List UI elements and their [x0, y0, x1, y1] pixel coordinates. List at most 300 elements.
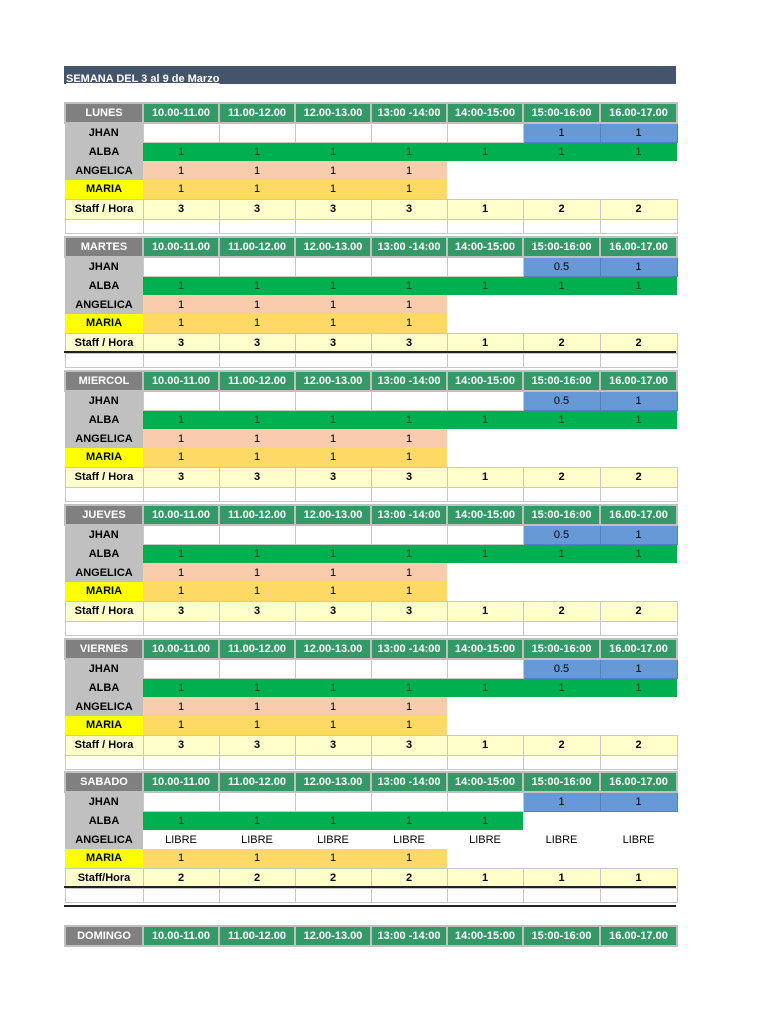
cell-maria[interactable]: 1 — [295, 582, 371, 601]
staff-count[interactable]: 3 — [219, 467, 295, 487]
cell-angelica[interactable] — [600, 161, 677, 180]
staff-count[interactable]: 1 — [447, 735, 523, 755]
cell-alba[interactable] — [523, 811, 600, 830]
cell-jhan[interactable] — [295, 391, 371, 410]
cell-angelica[interactable]: 1 — [219, 563, 295, 582]
cell-angelica[interactable] — [447, 429, 523, 448]
name-label-angelica[interactable]: ANGELICA — [65, 429, 143, 448]
cell-maria[interactable] — [447, 314, 523, 333]
cell-angelica[interactable]: 1 — [295, 429, 371, 448]
hour-header[interactable]: 15:00-16:00 — [523, 926, 600, 946]
cell-maria[interactable]: 1 — [219, 314, 295, 333]
staff-count[interactable]: 2 — [523, 199, 600, 219]
name-label-angelica[interactable]: ANGELICA — [65, 161, 143, 180]
name-label-jhan[interactable]: JHAN — [65, 659, 143, 678]
cell-maria[interactable]: 1 — [371, 448, 447, 467]
cell-jhan[interactable] — [143, 525, 219, 544]
cell-alba[interactable]: 1 — [219, 811, 295, 830]
spacer-cell[interactable] — [295, 888, 371, 902]
cell-jhan[interactable]: 1 — [523, 792, 600, 811]
staff-count[interactable]: 2 — [600, 333, 677, 353]
cell-jhan[interactable]: 1 — [600, 659, 677, 678]
cell-jhan[interactable] — [447, 123, 523, 142]
spacer-cell[interactable] — [447, 755, 523, 769]
cell-angelica[interactable]: 1 — [371, 295, 447, 314]
staff-count[interactable]: 2 — [600, 735, 677, 755]
staff-count[interactable]: 3 — [143, 333, 219, 353]
cell-jhan[interactable] — [295, 525, 371, 544]
cell-alba[interactable]: 1 — [295, 276, 371, 295]
spacer-cell[interactable] — [447, 888, 523, 902]
cell-jhan[interactable]: 1 — [600, 525, 677, 544]
cell-maria[interactable]: 1 — [371, 180, 447, 199]
day-label-jueves[interactable]: JUEVES — [65, 505, 143, 525]
hour-header[interactable]: 13:00 -14:00 — [371, 371, 447, 391]
name-label-maria[interactable]: MARIA — [65, 582, 143, 601]
cell-jhan[interactable] — [371, 123, 447, 142]
cell-alba[interactable]: 1 — [523, 142, 600, 161]
hour-header[interactable]: 12.00-13.00 — [295, 237, 371, 257]
hour-header[interactable]: 12.00-13.00 — [295, 926, 371, 946]
hour-header[interactable]: 11.00-12.00 — [219, 772, 295, 792]
spacer-cell[interactable] — [295, 755, 371, 769]
name-label-jhan[interactable]: JHAN — [65, 391, 143, 410]
cell-maria[interactable]: 1 — [219, 448, 295, 467]
staff-count[interactable]: 3 — [143, 199, 219, 219]
hour-header[interactable]: 10.00-11.00 — [143, 371, 219, 391]
cell-maria[interactable] — [600, 582, 677, 601]
staff-hora-label[interactable]: Staff / Hora — [65, 199, 143, 219]
spacer-cell[interactable] — [65, 219, 143, 233]
cell-alba[interactable]: 1 — [371, 811, 447, 830]
spacer-cell[interactable] — [447, 353, 523, 367]
cell-alba[interactable]: 1 — [371, 544, 447, 563]
spacer-cell[interactable] — [219, 219, 295, 233]
cell-alba[interactable]: 1 — [219, 142, 295, 161]
staff-count[interactable]: 3 — [219, 601, 295, 621]
cell-maria[interactable] — [447, 180, 523, 199]
hour-header[interactable]: 12.00-13.00 — [295, 103, 371, 123]
spacer-cell[interactable] — [523, 353, 600, 367]
day-label-miercol[interactable]: MIERCOL — [65, 371, 143, 391]
cell-maria[interactable] — [523, 716, 600, 735]
hour-header[interactable]: 15:00-16:00 — [523, 772, 600, 792]
spacer-cell[interactable] — [447, 219, 523, 233]
staff-count[interactable]: 3 — [219, 333, 295, 353]
cell-jhan[interactable] — [447, 659, 523, 678]
cell-jhan[interactable]: 1 — [600, 391, 677, 410]
cell-maria[interactable] — [523, 849, 600, 868]
cell-maria[interactable] — [447, 582, 523, 601]
day-label-domingo[interactable]: DOMINGO — [65, 926, 143, 946]
cell-maria[interactable]: 1 — [143, 180, 219, 199]
hour-header[interactable]: 11.00-12.00 — [219, 639, 295, 659]
spacer-cell[interactable] — [523, 888, 600, 902]
spacer-cell[interactable] — [600, 487, 677, 501]
cell-jhan[interactable] — [219, 257, 295, 276]
cell-jhan[interactable] — [219, 525, 295, 544]
spacer-cell[interactable] — [219, 888, 295, 902]
staff-hora-label[interactable]: Staff / Hora — [65, 601, 143, 621]
hour-header[interactable]: 11.00-12.00 — [219, 926, 295, 946]
staff-count[interactable]: 1 — [447, 601, 523, 621]
hour-header[interactable]: 16.00-17.00 — [600, 505, 677, 525]
hour-header[interactable]: 13:00 -14:00 — [371, 639, 447, 659]
cell-angelica[interactable] — [600, 563, 677, 582]
cell-jhan[interactable] — [371, 525, 447, 544]
hour-header[interactable]: 11.00-12.00 — [219, 237, 295, 257]
cell-alba[interactable]: 1 — [447, 276, 523, 295]
staff-hora-label[interactable]: Staff / Hora — [65, 467, 143, 487]
cell-alba[interactable]: 1 — [219, 410, 295, 429]
name-label-jhan[interactable]: JHAN — [65, 257, 143, 276]
spacer-cell[interactable] — [523, 755, 600, 769]
name-label-alba[interactable]: ALBA — [65, 410, 143, 429]
cell-angelica[interactable] — [447, 563, 523, 582]
cell-maria[interactable]: 1 — [143, 448, 219, 467]
day-label-viernes[interactable]: VIERNES — [65, 639, 143, 659]
cell-jhan[interactable] — [143, 257, 219, 276]
cell-maria[interactable] — [447, 448, 523, 467]
spacer-cell[interactable] — [600, 219, 677, 233]
cell-maria[interactable]: 1 — [295, 314, 371, 333]
cell-angelica[interactable] — [523, 563, 600, 582]
cell-angelica[interactable] — [600, 295, 677, 314]
name-label-maria[interactable]: MARIA — [65, 448, 143, 467]
spacer-cell[interactable] — [295, 621, 371, 635]
hour-header[interactable]: 11.00-12.00 — [219, 371, 295, 391]
spacer-cell[interactable] — [371, 888, 447, 902]
spacer-cell[interactable] — [65, 487, 143, 501]
hour-header[interactable]: 10.00-11.00 — [143, 103, 219, 123]
spacer-cell[interactable] — [447, 621, 523, 635]
hour-header[interactable]: 15:00-16:00 — [523, 103, 600, 123]
cell-angelica[interactable]: 1 — [371, 429, 447, 448]
cell-angelica[interactable]: 1 — [371, 563, 447, 582]
cell-maria[interactable] — [523, 582, 600, 601]
staff-count[interactable]: 2 — [600, 467, 677, 487]
name-label-alba[interactable]: ALBA — [65, 276, 143, 295]
spacer-cell[interactable] — [447, 487, 523, 501]
staff-count[interactable]: 1 — [447, 333, 523, 353]
staff-count[interactable]: 3 — [371, 199, 447, 219]
hour-header[interactable]: 13:00 -14:00 — [371, 772, 447, 792]
name-label-alba[interactable]: ALBA — [65, 678, 143, 697]
cell-maria[interactable] — [447, 849, 523, 868]
cell-alba[interactable]: 1 — [447, 142, 523, 161]
hour-header[interactable]: 16.00-17.00 — [600, 772, 677, 792]
cell-maria[interactable] — [447, 716, 523, 735]
cell-angelica[interactable]: LIBRE — [523, 830, 600, 849]
hour-header[interactable]: 14:00-15:00 — [447, 237, 523, 257]
cell-angelica[interactable] — [523, 161, 600, 180]
hour-header[interactable]: 10.00-11.00 — [143, 505, 219, 525]
cell-maria[interactable]: 1 — [143, 582, 219, 601]
staff-count[interactable]: 2 — [219, 868, 295, 888]
hour-header[interactable]: 12.00-13.00 — [295, 639, 371, 659]
day-label-sabado[interactable]: SABADO — [65, 772, 143, 792]
cell-jhan[interactable] — [447, 391, 523, 410]
cell-alba[interactable]: 1 — [143, 678, 219, 697]
cell-angelica[interactable]: 1 — [219, 295, 295, 314]
spacer-cell[interactable] — [600, 755, 677, 769]
name-label-angelica[interactable]: ANGELICA — [65, 563, 143, 582]
cell-jhan[interactable] — [295, 792, 371, 811]
cell-jhan[interactable] — [219, 792, 295, 811]
cell-maria[interactable]: 1 — [295, 716, 371, 735]
cell-alba[interactable]: 1 — [447, 811, 523, 830]
hour-header[interactable]: 13:00 -14:00 — [371, 237, 447, 257]
cell-angelica[interactable]: 1 — [143, 429, 219, 448]
cell-alba[interactable]: 1 — [295, 544, 371, 563]
cell-angelica[interactable]: 1 — [219, 697, 295, 716]
cell-jhan[interactable] — [371, 257, 447, 276]
staff-count[interactable]: 1 — [447, 199, 523, 219]
hour-header[interactable]: 11.00-12.00 — [219, 505, 295, 525]
cell-alba[interactable]: 1 — [600, 410, 677, 429]
cell-jhan[interactable]: 0.5 — [523, 659, 600, 678]
staff-count[interactable]: 2 — [600, 601, 677, 621]
cell-jhan[interactable] — [371, 792, 447, 811]
cell-maria[interactable]: 1 — [143, 314, 219, 333]
cell-maria[interactable]: 1 — [371, 582, 447, 601]
cell-angelica[interactable]: LIBRE — [219, 830, 295, 849]
spacer-cell[interactable] — [523, 621, 600, 635]
cell-maria[interactable] — [523, 448, 600, 467]
cell-alba[interactable]: 1 — [371, 276, 447, 295]
cell-jhan[interactable] — [143, 391, 219, 410]
staff-count[interactable]: 3 — [295, 333, 371, 353]
hour-header[interactable]: 15:00-16:00 — [523, 505, 600, 525]
staff-count[interactable]: 3 — [295, 467, 371, 487]
hour-header[interactable]: 16.00-17.00 — [600, 237, 677, 257]
name-label-jhan[interactable]: JHAN — [65, 525, 143, 544]
cell-alba[interactable]: 1 — [600, 678, 677, 697]
cell-jhan[interactable]: 1 — [600, 792, 677, 811]
cell-jhan[interactable] — [219, 123, 295, 142]
cell-jhan[interactable] — [447, 257, 523, 276]
cell-maria[interactable]: 1 — [371, 314, 447, 333]
spacer-cell[interactable] — [371, 487, 447, 501]
staff-count[interactable]: 2 — [523, 333, 600, 353]
cell-angelica[interactable] — [600, 429, 677, 448]
hour-header[interactable]: 14:00-15:00 — [447, 639, 523, 659]
cell-maria[interactable] — [600, 314, 677, 333]
hour-header[interactable]: 10.00-11.00 — [143, 772, 219, 792]
staff-hora-label[interactable]: Staff/Hora — [65, 868, 143, 888]
hour-header[interactable]: 16.00-17.00 — [600, 639, 677, 659]
name-label-angelica[interactable]: ANGELICA — [65, 295, 143, 314]
name-label-alba[interactable]: ALBA — [65, 142, 143, 161]
cell-alba[interactable]: 1 — [371, 410, 447, 429]
cell-alba[interactable]: 1 — [295, 811, 371, 830]
day-label-lunes[interactable]: LUNES — [65, 103, 143, 123]
spacer-cell[interactable] — [371, 755, 447, 769]
hour-header[interactable]: 15:00-16:00 — [523, 371, 600, 391]
cell-alba[interactable]: 1 — [371, 678, 447, 697]
cell-alba[interactable]: 1 — [219, 544, 295, 563]
cell-jhan[interactable] — [295, 123, 371, 142]
spacer-cell[interactable] — [143, 888, 219, 902]
staff-hora-label[interactable]: Staff / Hora — [65, 735, 143, 755]
cell-jhan[interactable] — [295, 257, 371, 276]
cell-alba[interactable]: 1 — [523, 678, 600, 697]
cell-angelica[interactable] — [523, 429, 600, 448]
cell-alba[interactable]: 1 — [447, 410, 523, 429]
cell-angelica[interactable]: LIBRE — [143, 830, 219, 849]
cell-alba[interactable]: 1 — [295, 678, 371, 697]
hour-header[interactable]: 12.00-13.00 — [295, 505, 371, 525]
hour-header[interactable]: 12.00-13.00 — [295, 772, 371, 792]
spacer-cell[interactable] — [65, 755, 143, 769]
cell-alba[interactable]: 1 — [371, 142, 447, 161]
staff-count[interactable]: 3 — [143, 735, 219, 755]
cell-alba[interactable]: 1 — [600, 544, 677, 563]
cell-angelica[interactable]: LIBRE — [295, 830, 371, 849]
cell-maria[interactable]: 1 — [143, 716, 219, 735]
cell-jhan[interactable] — [143, 659, 219, 678]
spacer-cell[interactable] — [371, 219, 447, 233]
hour-header[interactable]: 10.00-11.00 — [143, 926, 219, 946]
hour-header[interactable]: 14:00-15:00 — [447, 926, 523, 946]
spacer-cell[interactable] — [523, 219, 600, 233]
cell-alba[interactable]: 1 — [295, 410, 371, 429]
hour-header[interactable]: 14:00-15:00 — [447, 371, 523, 391]
staff-count[interactable]: 3 — [295, 601, 371, 621]
staff-count[interactable]: 1 — [600, 868, 677, 888]
cell-jhan[interactable] — [447, 792, 523, 811]
cell-angelica[interactable]: 1 — [371, 697, 447, 716]
name-label-angelica[interactable]: ANGELICA — [65, 830, 143, 849]
cell-angelica[interactable]: 1 — [143, 161, 219, 180]
spacer-cell[interactable] — [295, 487, 371, 501]
name-label-maria[interactable]: MARIA — [65, 716, 143, 735]
staff-hora-label[interactable]: Staff / Hora — [65, 333, 143, 353]
day-label-martes[interactable]: MARTES — [65, 237, 143, 257]
hour-header[interactable]: 11.00-12.00 — [219, 103, 295, 123]
cell-alba[interactable]: 1 — [219, 678, 295, 697]
staff-count[interactable]: 1 — [523, 868, 600, 888]
cell-maria[interactable]: 1 — [219, 849, 295, 868]
spacer-cell[interactable] — [371, 353, 447, 367]
cell-angelica[interactable] — [523, 295, 600, 314]
name-label-jhan[interactable]: JHAN — [65, 792, 143, 811]
cell-maria[interactable] — [600, 849, 677, 868]
cell-alba[interactable]: 1 — [143, 142, 219, 161]
hour-header[interactable]: 13:00 -14:00 — [371, 103, 447, 123]
cell-jhan[interactable]: 1 — [600, 257, 677, 276]
hour-header[interactable]: 14:00-15:00 — [447, 772, 523, 792]
spacer-cell[interactable] — [600, 621, 677, 635]
hour-header[interactable]: 12.00-13.00 — [295, 371, 371, 391]
spacer-cell[interactable] — [219, 621, 295, 635]
staff-count[interactable]: 3 — [371, 601, 447, 621]
spacer-cell[interactable] — [143, 219, 219, 233]
hour-header[interactable]: 14:00-15:00 — [447, 505, 523, 525]
spacer-cell[interactable] — [523, 487, 600, 501]
cell-maria[interactable]: 1 — [295, 448, 371, 467]
cell-alba[interactable]: 1 — [523, 544, 600, 563]
spacer-cell[interactable] — [219, 755, 295, 769]
cell-maria[interactable] — [523, 314, 600, 333]
cell-maria[interactable]: 1 — [295, 849, 371, 868]
cell-maria[interactable] — [600, 180, 677, 199]
cell-angelica[interactable]: 1 — [143, 563, 219, 582]
cell-angelica[interactable] — [447, 295, 523, 314]
hour-header[interactable]: 16.00-17.00 — [600, 926, 677, 946]
staff-count[interactable]: 3 — [219, 735, 295, 755]
cell-angelica[interactable]: LIBRE — [371, 830, 447, 849]
spacer-cell[interactable] — [371, 621, 447, 635]
cell-maria[interactable] — [523, 180, 600, 199]
cell-angelica[interactable]: 1 — [295, 697, 371, 716]
cell-angelica[interactable] — [600, 697, 677, 716]
cell-alba[interactable]: 1 — [523, 276, 600, 295]
staff-count[interactable]: 2 — [371, 868, 447, 888]
cell-jhan[interactable] — [219, 391, 295, 410]
cell-maria[interactable] — [600, 716, 677, 735]
hour-header[interactable]: 16.00-17.00 — [600, 371, 677, 391]
staff-count[interactable]: 2 — [523, 735, 600, 755]
week-title[interactable]: SEMANA DEL 3 al 9 de Marzo — [66, 73, 220, 85]
staff-count[interactable]: 2 — [523, 467, 600, 487]
name-label-maria[interactable]: MARIA — [65, 849, 143, 868]
cell-alba[interactable]: 1 — [143, 276, 219, 295]
cell-alba[interactable]: 1 — [143, 410, 219, 429]
staff-count[interactable]: 3 — [143, 601, 219, 621]
cell-jhan[interactable]: 1 — [600, 123, 677, 142]
name-label-alba[interactable]: ALBA — [65, 544, 143, 563]
cell-angelica[interactable] — [523, 697, 600, 716]
cell-maria[interactable]: 1 — [295, 180, 371, 199]
hour-header[interactable]: 15:00-16:00 — [523, 639, 600, 659]
cell-angelica[interactable]: 1 — [295, 161, 371, 180]
cell-jhan[interactable] — [295, 659, 371, 678]
cell-angelica[interactable]: LIBRE — [600, 830, 677, 849]
spacer-cell[interactable] — [143, 621, 219, 635]
staff-count[interactable]: 3 — [371, 333, 447, 353]
staff-count[interactable]: 3 — [295, 199, 371, 219]
spacer-cell[interactable] — [219, 487, 295, 501]
name-label-maria[interactable]: MARIA — [65, 180, 143, 199]
cell-jhan[interactable] — [219, 659, 295, 678]
hour-header[interactable]: 10.00-11.00 — [143, 237, 219, 257]
spacer-cell[interactable] — [219, 353, 295, 367]
cell-alba[interactable]: 1 — [600, 142, 677, 161]
cell-angelica[interactable]: LIBRE — [447, 830, 523, 849]
cell-maria[interactable]: 1 — [219, 582, 295, 601]
hour-header[interactable]: 10.00-11.00 — [143, 639, 219, 659]
hour-header[interactable]: 13:00 -14:00 — [371, 926, 447, 946]
cell-maria[interactable]: 1 — [143, 849, 219, 868]
cell-maria[interactable]: 1 — [219, 716, 295, 735]
cell-jhan[interactable]: 0.5 — [523, 525, 600, 544]
spacer-cell[interactable] — [65, 621, 143, 635]
name-label-angelica[interactable]: ANGELICA — [65, 697, 143, 716]
cell-alba[interactable]: 1 — [143, 544, 219, 563]
staff-count[interactable]: 3 — [371, 467, 447, 487]
cell-maria[interactable]: 1 — [371, 716, 447, 735]
staff-count[interactable]: 1 — [447, 467, 523, 487]
staff-count[interactable]: 1 — [447, 868, 523, 888]
cell-alba[interactable]: 1 — [143, 811, 219, 830]
staff-count[interactable]: 2 — [600, 199, 677, 219]
spacer-cell[interactable] — [143, 353, 219, 367]
cell-alba[interactable]: 1 — [447, 544, 523, 563]
spacer-cell[interactable] — [65, 888, 143, 902]
cell-jhan[interactable]: 1 — [523, 123, 600, 142]
cell-alba[interactable]: 1 — [600, 276, 677, 295]
